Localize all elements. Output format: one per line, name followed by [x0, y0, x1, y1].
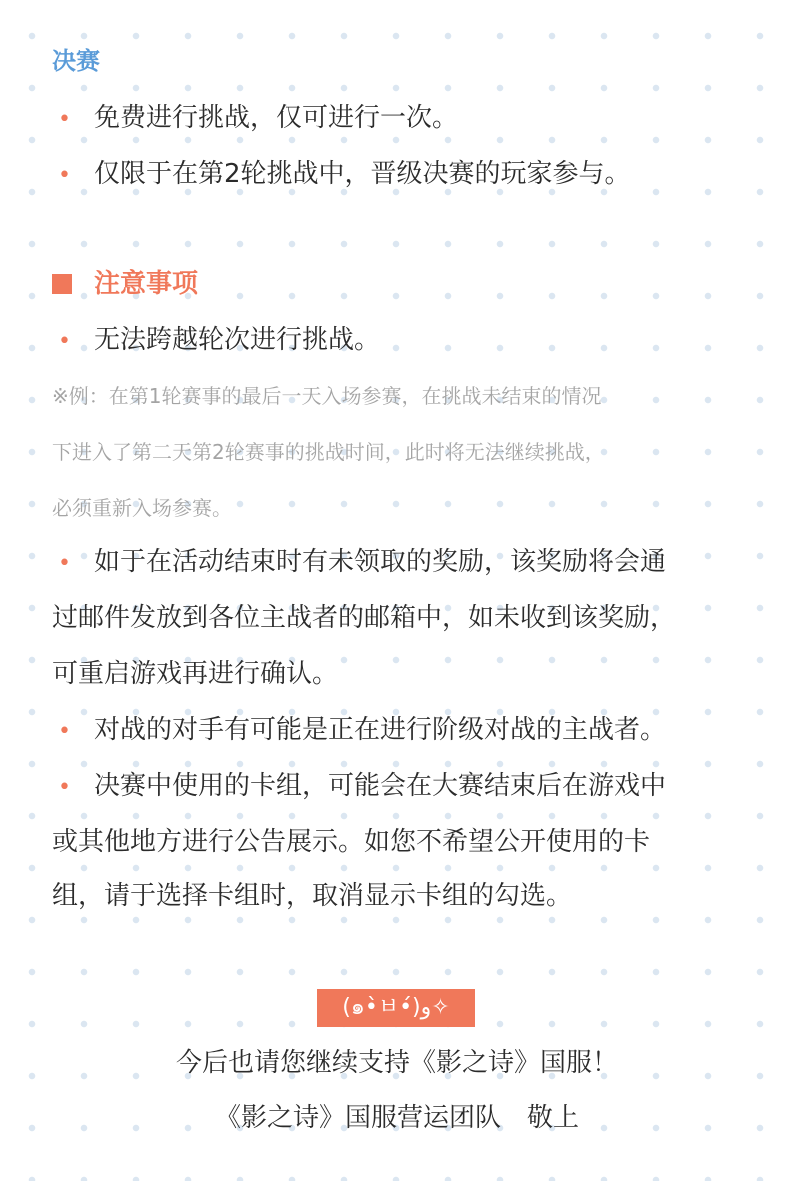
notes-bullet-2-cont-2: 可重启游戏再进行确认。 [52, 659, 339, 689]
example-line-1: ※例：在第1轮赛事的最后一天入场参赛，在挑战未结束的情况 [52, 384, 602, 408]
bullet-dot-icon: • [58, 775, 71, 800]
notes-bullet-1-text: 无法跨越轮次进行挑战。 [94, 325, 381, 355]
notes-bullet-4-text: 决赛中使用的卡组，可能会在大赛结束后在游戏中 [94, 771, 667, 801]
bullet-dot-icon: • [58, 329, 71, 354]
signature: 《影之诗》国服营运团队 敬上 [214, 1103, 579, 1133]
notes-bullet-1 [52, 320, 380, 362]
notes-section-heading [52, 264, 198, 304]
notes-bullet-4-cont-2: 组，请于选择卡组时，取消显示卡组的勾选。 [52, 881, 573, 911]
bullet-dot-icon: • [58, 107, 71, 132]
notes-bullet-2-text: 如于在活动结束时有未领取的奖励，该奖励将会通 [94, 547, 667, 577]
notes-section-title: 注意事项 [94, 269, 199, 299]
final-bullet-2-text: 仅限于在第2轮挑战中，晋级决赛的玩家参与。 [94, 159, 631, 189]
square-marker-icon [52, 274, 72, 294]
example-line-3: 必须重新入场参赛。 [52, 496, 232, 520]
notes-bullet-3 [52, 710, 666, 752]
bullet-dot-icon: • [58, 163, 71, 188]
final-bullet-2 [52, 154, 631, 196]
notes-bullet-4-cont-1: 或其他地方进行公告展示。如您不希望公开使用的卡 [52, 827, 651, 857]
closing-message: 今后也请您继续支持《影之诗》国服！ [175, 1048, 618, 1078]
notes-bullet-2 [52, 542, 666, 584]
final-bullet-1-text: 免费进行挑战，仅可进行一次。 [94, 103, 459, 133]
notes-bullet-4 [52, 766, 666, 808]
bullet-dot-icon: • [58, 551, 71, 576]
notes-bullet-2-cont-1: 过邮件发放到各位主战者的邮箱中，如未收到该奖励， [52, 603, 677, 633]
bullet-dot-icon: • [58, 719, 71, 744]
example-line-2: 下进入了第二天第2轮赛事的挑战时间，此时将无法继续挑战， [52, 440, 605, 464]
kaomoji-badge: (๑•̀ㅂ•́)و✧ [317, 989, 475, 1027]
notes-bullet-3-text: 对战的对手有可能是正在进行阶级对战的主战者。 [94, 715, 667, 745]
final-bullet-1 [52, 98, 458, 140]
final-section-title: 决赛 [52, 47, 100, 75]
